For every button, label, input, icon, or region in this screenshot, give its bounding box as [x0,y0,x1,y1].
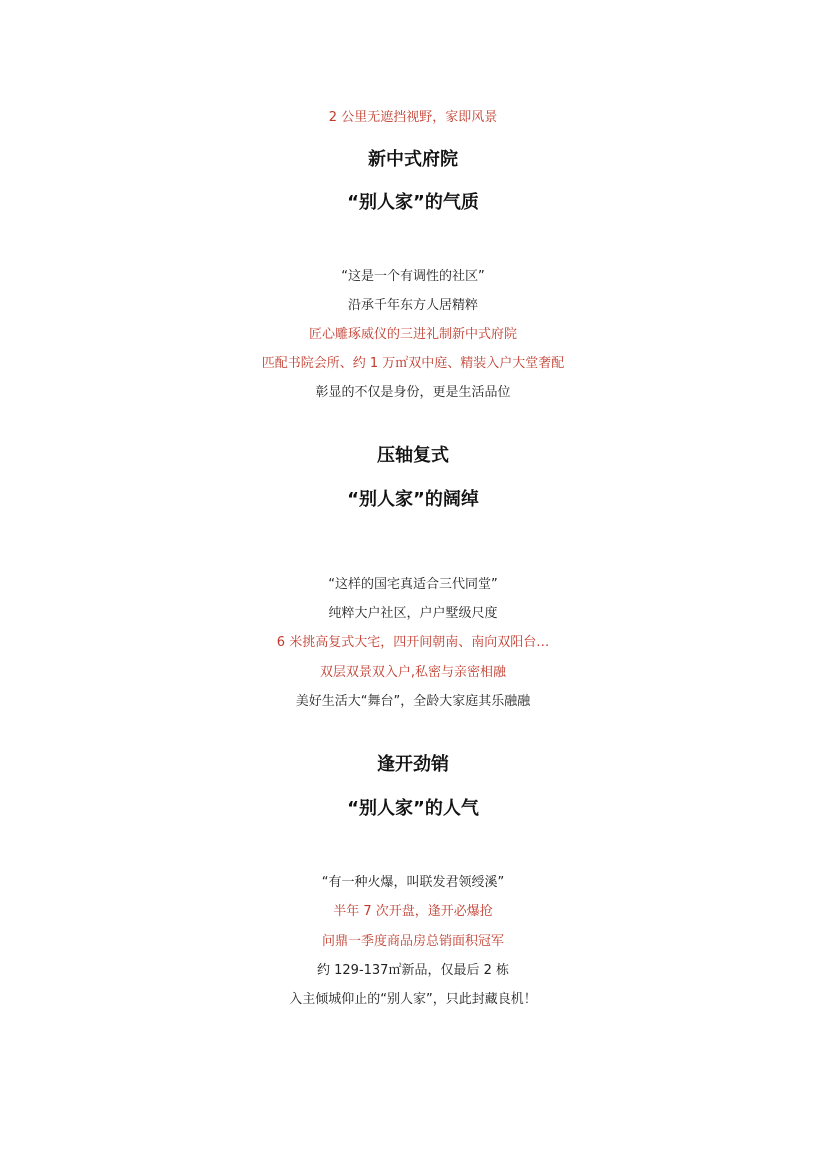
section1-line-5: 彰显的不仅是身份，更是生活品位 [315,385,511,400]
section1-line-2: 沿承千年东方人居精粹 [347,298,478,313]
section3-line-4: 约 129-137㎡新品，仅最后 2 栋 [317,963,509,978]
section1-line-4: 匹配书院会所、约 1 万㎡双中庭、精装入户大堂奢配 [261,356,565,371]
section2-heading-secondary: “别人家”的阔绰 [347,489,479,510]
section2-line-2: 纯粹大户社区，户户墅级尺度 [328,606,498,621]
section2-line-3: 6 米挑高复式大宅，四开间朝南、南向双阳台… [276,635,550,650]
section3-heading-secondary: “别人家”的人气 [347,798,479,819]
section3-line-5: 入主倾城仰止的“别人家”，只此封藏良机！ [289,992,537,1007]
section2-heading-primary: 压轴复式 [377,445,449,466]
section1-line-3: 匠心雕琢威仪的三进礼制新中式府院 [308,327,517,342]
section2-line-5: 美好生活大“舞台”，全龄大家庭其乐融融 [295,694,531,709]
section3-line-2: 半年 7 次开盘，逢开必爆抢 [333,904,493,919]
section3-line-1: “有一种火爆，叫联发君领绶溪” [321,875,505,890]
section1-heading-secondary: “别人家”的气质 [347,192,479,213]
section1-heading-primary: 新中式府院 [368,149,458,170]
section2-line-1: “这样的国宅真适合三代同堂” [328,577,498,592]
intro-line: 2 公里无遮挡视野，家即风景 [328,110,498,125]
section2-line-4: 双层双景双入户,私密与亲密相融 [319,665,507,680]
section3-heading-primary: 逢开劲销 [377,754,449,775]
section3-line-3: 问鼎一季度商品房总销面积冠军 [321,934,504,949]
section1-line-1: “这是一个有调性的社区” [341,269,485,284]
